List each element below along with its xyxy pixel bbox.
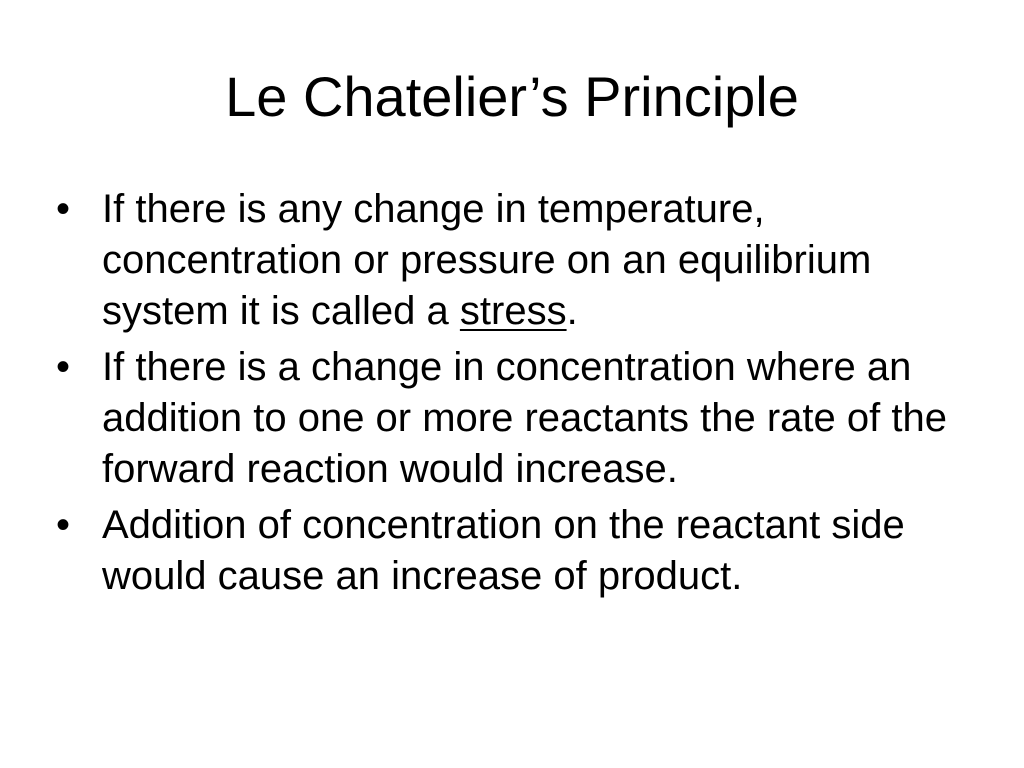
bullet-icon: • (56, 503, 71, 547)
bullet-text: Addition of concentration on the reactant side would cause an increase of product. (102, 503, 905, 598)
bullet-item (56, 342, 976, 495)
bullet-icon: • (56, 187, 71, 231)
bullet-text: If there is a change in concentration where an addition to one or more reactants the rate of the forward reaction would increase. (102, 345, 947, 491)
bullet-text: If there is any change in temperature, concentration or pressure on an equilibrium system it is called a (102, 187, 872, 333)
bullet-item (56, 500, 976, 602)
bullet-suffix: . (566, 289, 578, 333)
bullet-icon: • (56, 345, 71, 389)
stress-term: stress (459, 289, 567, 333)
slide-title: Le Chatelier’s Principle (225, 65, 799, 128)
bullet-item (56, 184, 976, 337)
bullet-list (56, 184, 976, 607)
